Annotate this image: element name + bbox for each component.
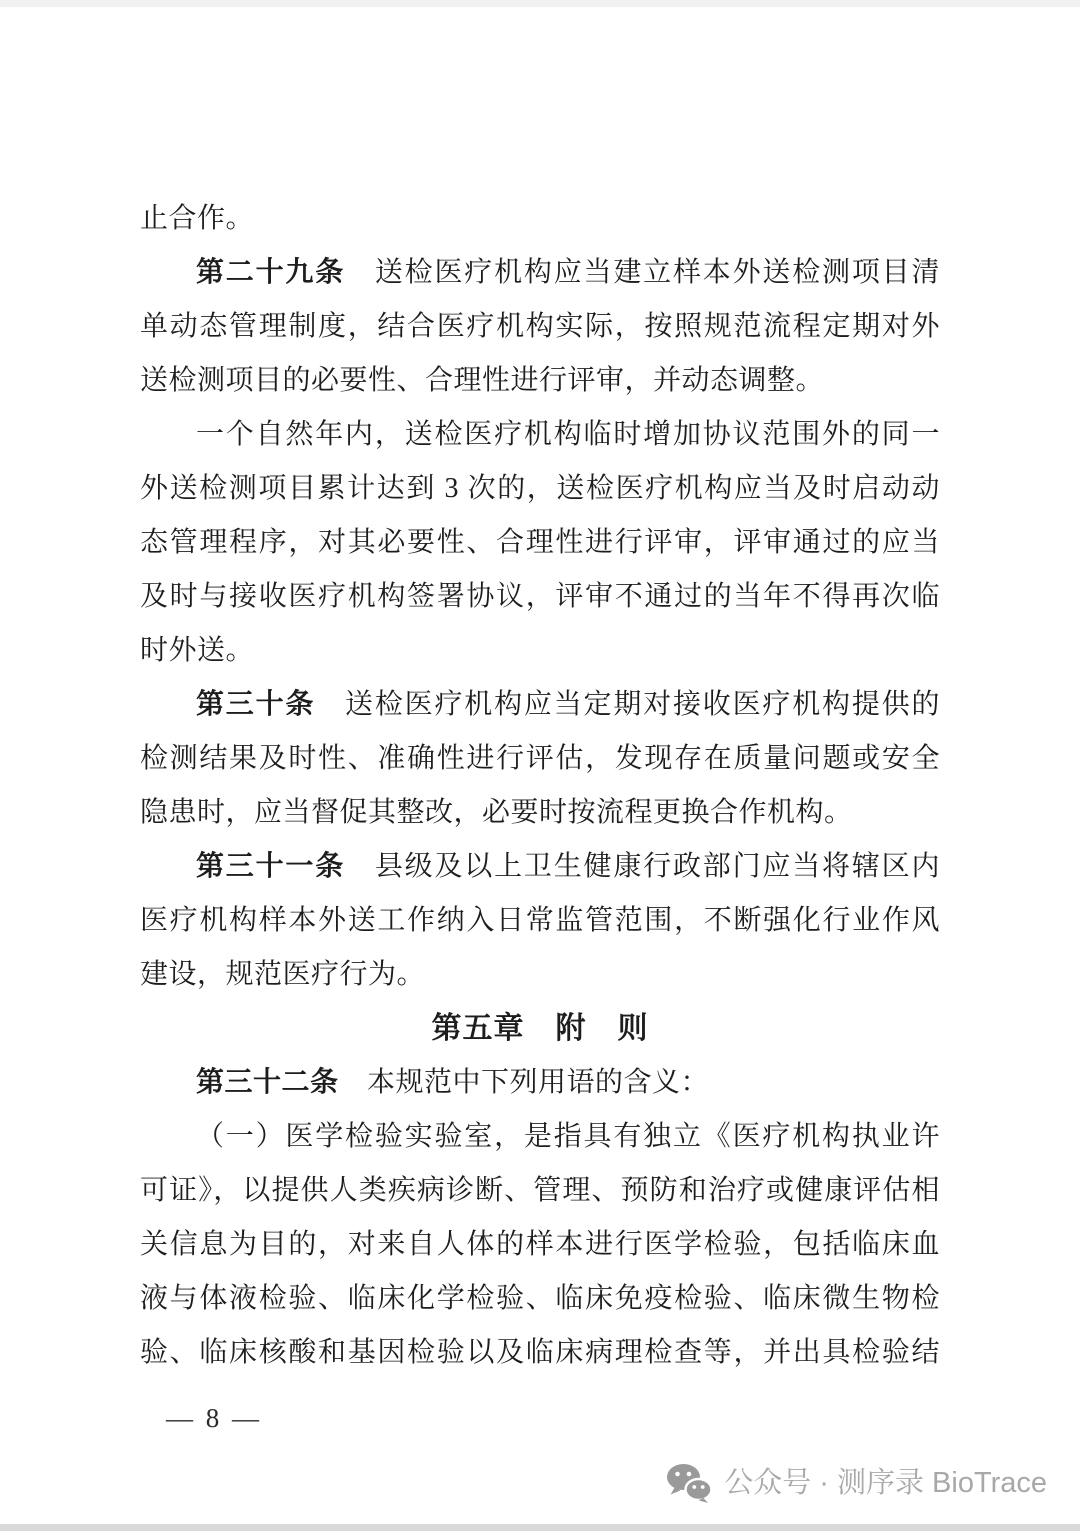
article-number: 第五章 附 则 (431, 1012, 649, 1045)
text-line (140, 300, 940, 354)
text-run: 及时与接收医疗机构签署协议，评审不通过的当年不得再次临 (140, 581, 940, 612)
text-run: 本规范中下列用语的含义： (338, 1067, 710, 1098)
text-line (140, 840, 940, 894)
article-number: 第三十一条 (196, 851, 346, 882)
text-run: 时外送。 (140, 635, 255, 666)
text-line (140, 894, 940, 948)
text-run: 止合作。 (140, 203, 255, 234)
text-line (140, 624, 940, 678)
text-run: 检测结果及时性、准确性进行评估，发现存在质量问题或安全 (140, 743, 940, 774)
text-line (140, 1326, 940, 1380)
text-run: 建设，规范医疗行为。 (140, 959, 426, 990)
text-run: 单动态管理制度，结合医疗机构实际，按照规范流程定期对外 (140, 311, 940, 342)
watermark-text: 公众号 · 测序录 BioTrace (724, 1467, 1047, 1499)
page-top-edge (0, 0, 1080, 7)
text-run: 送检测项目的必要性、合理性进行评审，并动态调整。 (140, 365, 825, 396)
page-number: — 8 — (166, 1403, 262, 1433)
text-line (140, 1164, 940, 1218)
text-run: 一个自然年内，送检医疗机构临时增加协议范围外的同一 (196, 419, 940, 450)
text-run: 外送检测项目累计达到 3 次的，送检医疗机构应当及时启动动 (140, 473, 940, 504)
text-line (140, 354, 940, 408)
text-line (140, 678, 940, 732)
text-run: 关信息为目的，对来自人体的样本进行医学检验，包括临床血 (140, 1229, 940, 1260)
text-run: 态管理程序，对其必要性、合理性进行评审，评审通过的应当 (140, 527, 940, 558)
text-line (140, 516, 940, 570)
text-run: 医疗机构样本外送工作纳入日常监管范围，不断强化行业作风 (140, 905, 940, 936)
wechat-icon (666, 1463, 712, 1503)
text-run: （一）医学检验实验室，是指具有独立《医疗机构执业许 (196, 1121, 940, 1152)
text-run: 送检医疗机构应当建立样本外送检测项目清 (345, 257, 940, 288)
text-line (140, 570, 940, 624)
watermark (666, 1462, 1047, 1504)
text-line (140, 1272, 940, 1326)
text-line (140, 1110, 940, 1164)
text-line (140, 246, 940, 300)
text-line (140, 786, 940, 840)
article-number: 第三十二条 (196, 1067, 339, 1098)
text-line (140, 1056, 940, 1110)
article-number: 第三十条 (196, 689, 316, 720)
article-number: 第二十九条 (196, 257, 346, 288)
text-line (140, 408, 940, 462)
text-run: 液与体液检验、临床化学检验、临床免疫检验、临床微生物检 (140, 1283, 940, 1314)
text-run: 隐患时，应当督促其整改，必要时按流程更换合作机构。 (140, 797, 853, 828)
text-line (140, 1218, 940, 1272)
document-text (140, 192, 940, 1380)
text-run: 送检医疗机构应当定期对接收医疗机构提供的 (315, 689, 940, 720)
text-line (140, 462, 940, 516)
page-bottom-edge (0, 1524, 1080, 1531)
text-line (140, 732, 940, 786)
text-line (140, 948, 940, 1002)
text-run: 可证》，以提供人类疾病诊断、管理、预防和治疗或健康评估相 (140, 1175, 940, 1206)
text-run: 验、临床核酸和基因检验以及临床病理检查等，并出具检验结 (140, 1337, 940, 1368)
chapter-heading (140, 1002, 940, 1056)
text-run: 县级及以上卫生健康行政部门应当将辖区内 (345, 851, 940, 882)
text-line (140, 192, 940, 246)
